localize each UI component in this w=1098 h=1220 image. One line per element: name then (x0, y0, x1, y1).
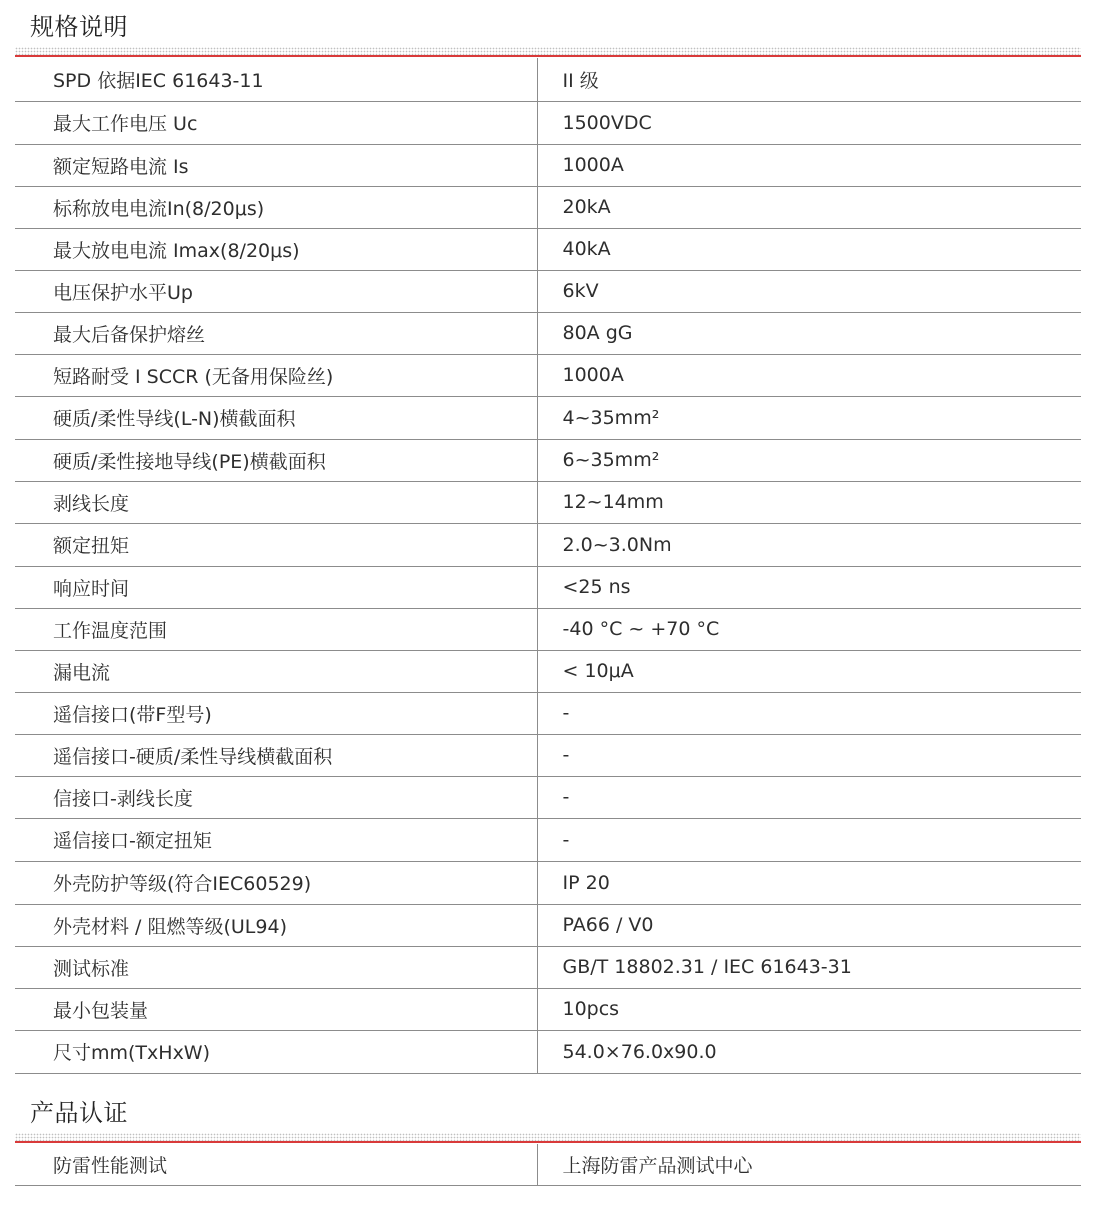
spec-value: < 10μA (537, 650, 1081, 692)
spec-label: 遥信接口(带F型号) (15, 692, 537, 734)
spec-label: 硬质/柔性导线(L-N)横截面积 (15, 396, 537, 439)
spec-value: - (537, 776, 1081, 818)
spec-value: 4~35mm² (537, 396, 1081, 439)
table-row (15, 523, 1081, 566)
table-row (15, 354, 1081, 396)
spec-label: 最大放电电流 Imax(8/20μs) (15, 228, 537, 270)
spec-value: II 级 (537, 58, 1081, 101)
spec-label: 外壳防护等级(符合IEC60529) (15, 861, 537, 904)
table-row (15, 1144, 1081, 1185)
spec-label: 工作温度范围 (15, 608, 537, 650)
table-row (15, 776, 1081, 818)
table-row (15, 566, 1081, 608)
table-row (15, 988, 1081, 1030)
table-row (15, 186, 1081, 228)
table-row (15, 650, 1081, 692)
spec-value: 80A gG (537, 312, 1081, 354)
spec-section-divider (15, 47, 1081, 57)
table-row (15, 312, 1081, 354)
spec-value: - (537, 692, 1081, 734)
spec-value: 1000A (537, 354, 1081, 396)
spec-value: 6~35mm² (537, 439, 1081, 481)
spec-label: 短路耐受 I SCCR (无备用保险丝) (15, 354, 537, 396)
spec-label: 额定短路电流 Is (15, 144, 537, 186)
spec-label: 最大工作电压 Uc (15, 101, 537, 144)
table-row (15, 439, 1081, 481)
cert-value: 上海防雷产品测试中心 (537, 1144, 1081, 1185)
spec-table (15, 58, 1081, 1074)
spec-label: 剥线长度 (15, 481, 537, 523)
spec-value: <25 ns (537, 566, 1081, 608)
dotted-band (15, 47, 1081, 55)
spec-value: - (537, 734, 1081, 776)
spec-label: 漏电流 (15, 650, 537, 692)
spec-label: 最大后备保护熔丝 (15, 312, 537, 354)
spec-label: 遥信接口-额定扭矩 (15, 818, 537, 861)
table-row (15, 904, 1081, 946)
table-row (15, 1030, 1081, 1073)
table-row (15, 818, 1081, 861)
spec-label: SPD 依据IEC 61643-11 (15, 58, 537, 101)
spec-value: 40kA (537, 228, 1081, 270)
spec-label: 额定扭矩 (15, 523, 537, 566)
spec-label: 信接口-剥线长度 (15, 776, 537, 818)
table-row (15, 144, 1081, 186)
red-rule (15, 55, 1081, 57)
spec-value: 54.0×76.0x90.0 (537, 1030, 1081, 1073)
spec-label: 遥信接口-硬质/柔性导线横截面积 (15, 734, 537, 776)
spec-value: IP 20 (537, 861, 1081, 904)
spec-label: 响应时间 (15, 566, 537, 608)
spec-label: 标称放电电流In(8/20μs) (15, 186, 537, 228)
table-row (15, 101, 1081, 144)
table-row (15, 608, 1081, 650)
cert-section-title: 产品认证 (30, 1099, 128, 1127)
cert-label: 防雷性能测试 (15, 1144, 537, 1185)
spec-value: 10pcs (537, 988, 1081, 1030)
table-row (15, 861, 1081, 904)
spec-label: 硬质/柔性接地导线(PE)横截面积 (15, 439, 537, 481)
spec-label: 尺寸mm(TxHxW) (15, 1030, 537, 1073)
spec-value: -40 °C ~ +70 °C (537, 608, 1081, 650)
cert-table (15, 1144, 1081, 1186)
spec-section-title: 规格说明 (30, 13, 128, 41)
spec-value: PA66 / V0 (537, 904, 1081, 946)
red-rule (15, 1141, 1081, 1143)
table-row (15, 396, 1081, 439)
spec-value: 1000A (537, 144, 1081, 186)
table-row (15, 734, 1081, 776)
spec-value: 20kA (537, 186, 1081, 228)
dotted-band (15, 1133, 1081, 1141)
cert-section-divider (15, 1133, 1081, 1143)
table-row (15, 58, 1081, 101)
table-row (15, 270, 1081, 312)
table-row (15, 692, 1081, 734)
spec-value: 12~14mm (537, 481, 1081, 523)
spec-label: 电压保护水平Up (15, 270, 537, 312)
spec-value: 6kV (537, 270, 1081, 312)
table-row (15, 946, 1081, 988)
spec-value: 1500VDC (537, 101, 1081, 144)
spec-value: - (537, 818, 1081, 861)
spec-value: 2.0~3.0Nm (537, 523, 1081, 566)
spec-label: 测试标准 (15, 946, 537, 988)
spec-value: GB/T 18802.31 / IEC 61643-31 (537, 946, 1081, 988)
table-row (15, 228, 1081, 270)
table-row (15, 481, 1081, 523)
spec-label: 外壳材料 / 阻燃等级(UL94) (15, 904, 537, 946)
spec-label: 最小包装量 (15, 988, 537, 1030)
